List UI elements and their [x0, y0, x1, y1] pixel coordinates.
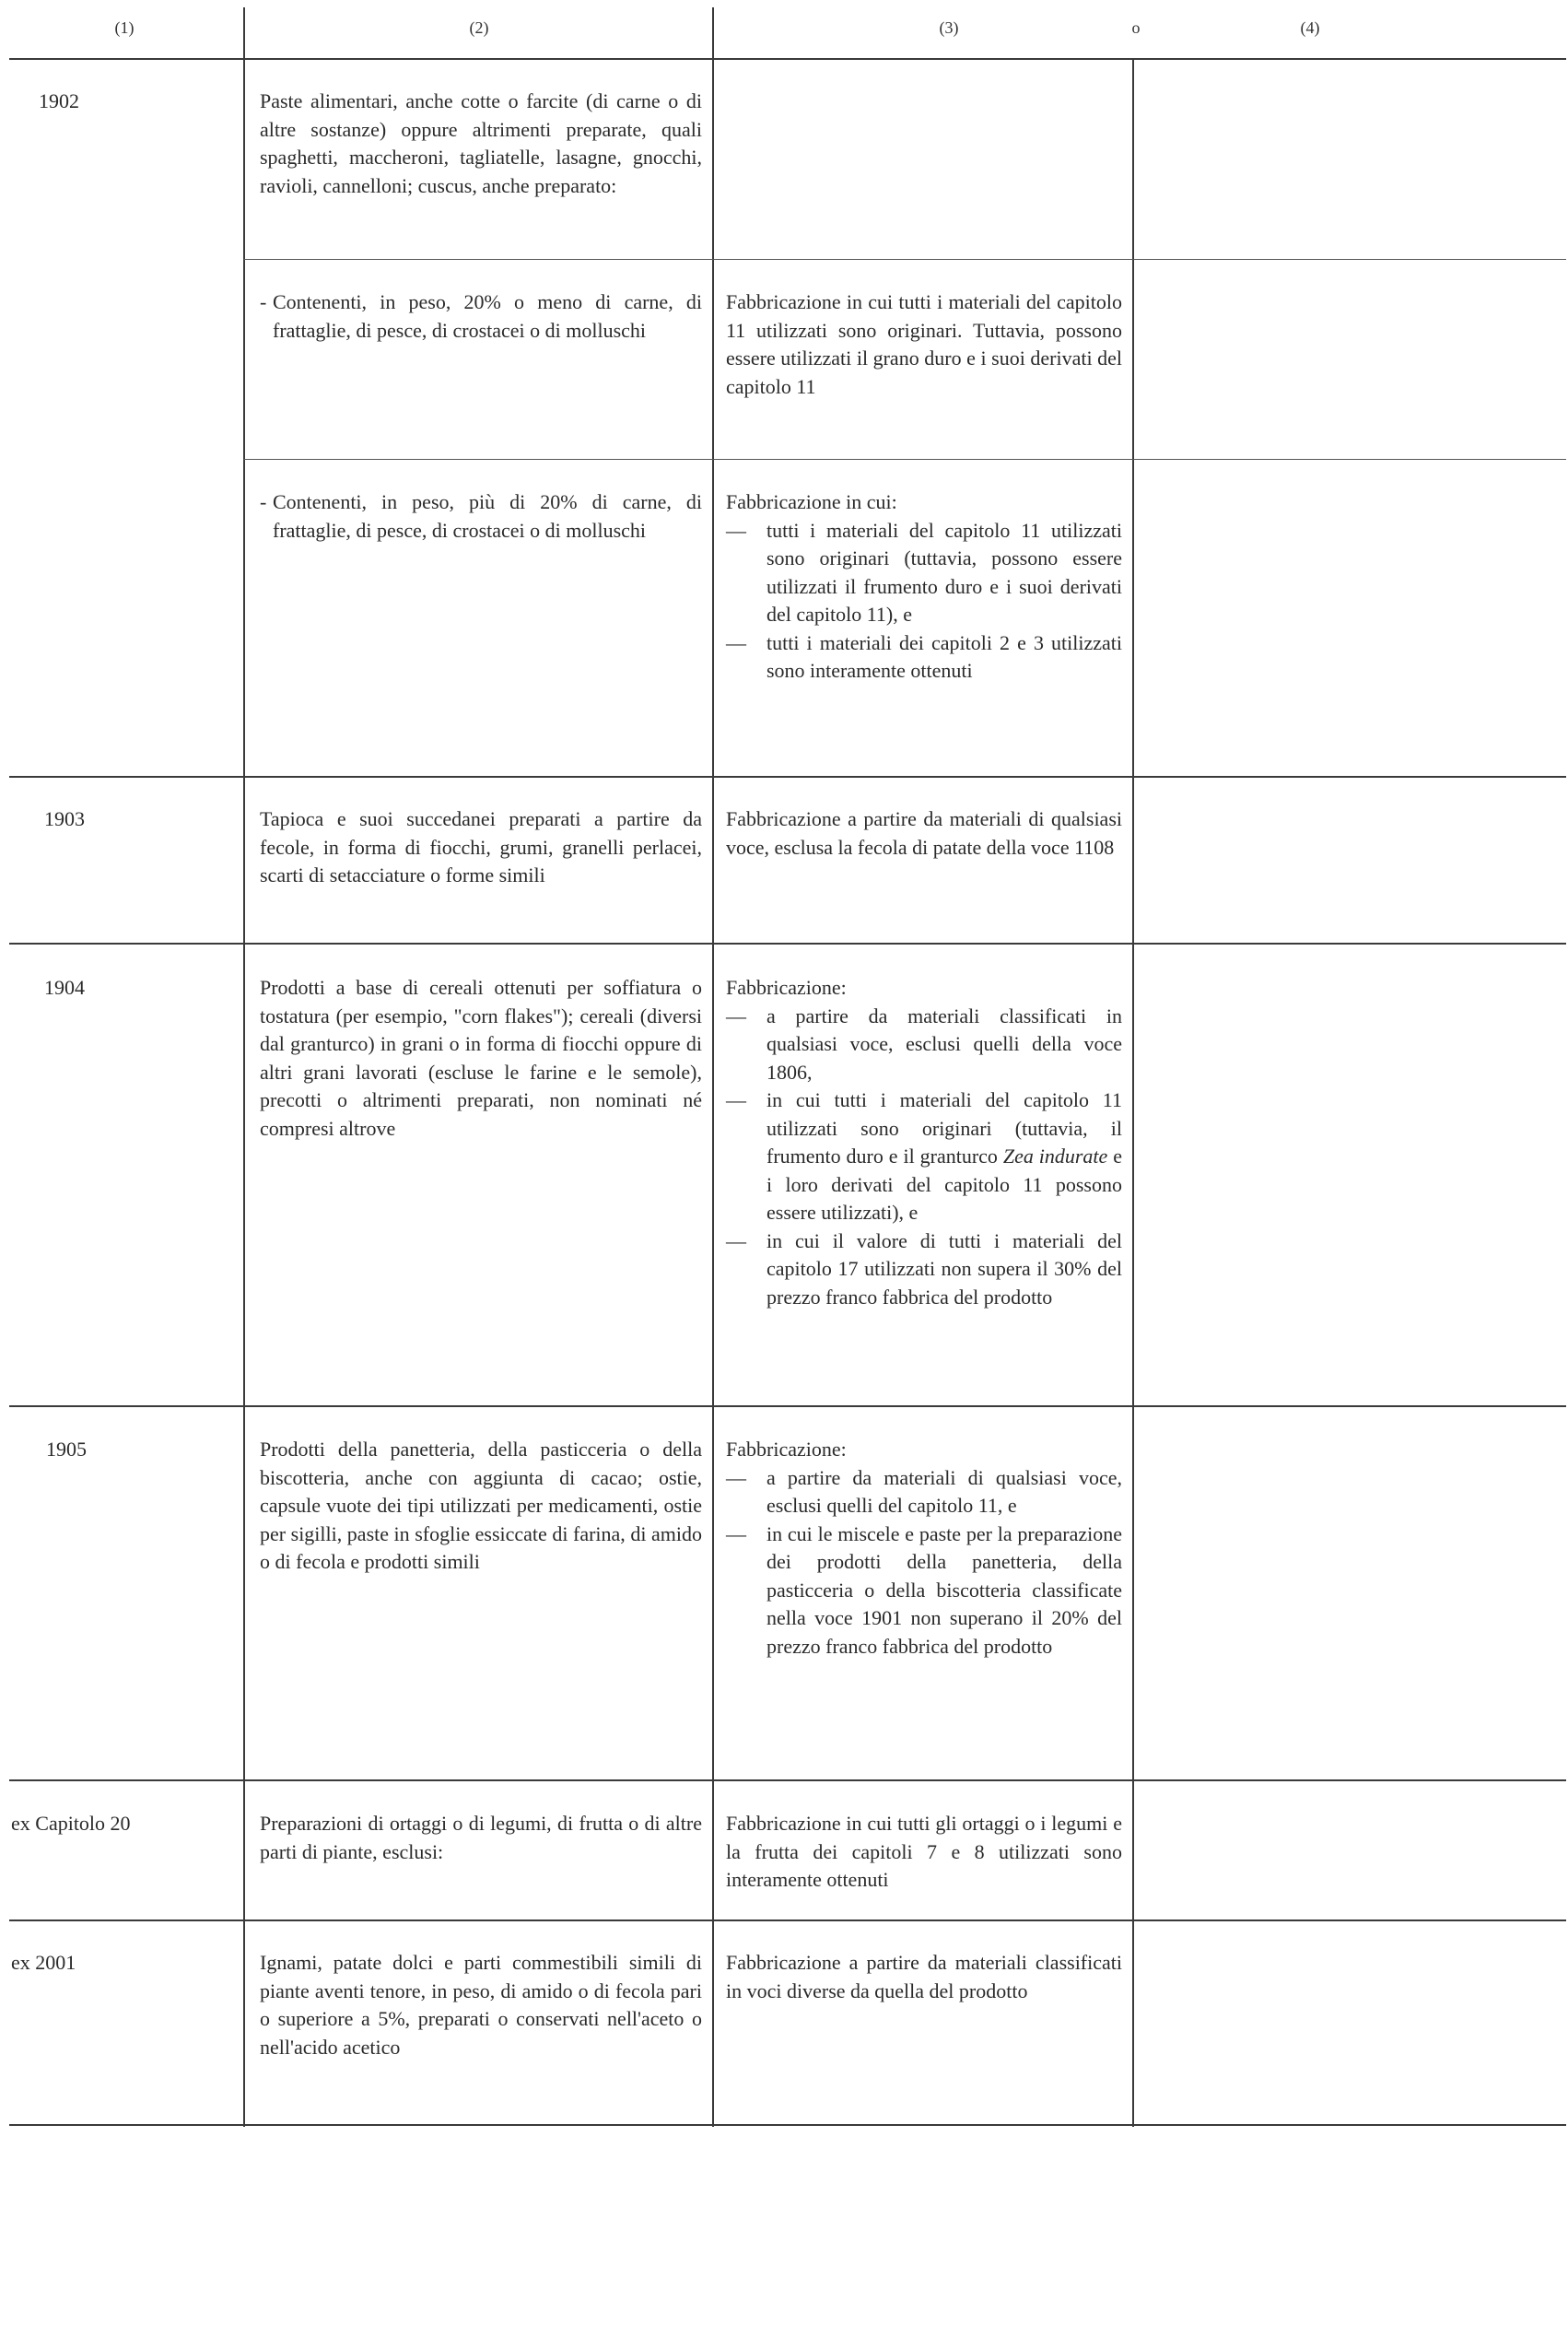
- working-rule: [726, 974, 1122, 1311]
- heading-description: Ignami, patate dolci e parti commestibili simili di piante aventi tenore, in peso, di amido o di fecola pari o superiore a 5%, preparati o conservati nell'aceto o nell'acido acetico: [260, 1951, 702, 2059]
- heading-description: Paste alimentari, anche cotte o farcite (di carne o di altre sostanze) oppure altrimenti preparate, quali spaghetti, maccheroni, tagliatelle, lasagne, gnocchi, ravioli, cannelloni; cuscus, anche preparato:: [260, 89, 702, 197]
- rule-intro: Fabbricazione in cui:: [726, 490, 897, 513]
- working-rule: Fabbricazione in cui tutti gli ortaggi o i legumi e la frutta dei capitoli 7 e 8 utilizzati sono interamente ottenuti: [726, 1812, 1122, 1891]
- header-col1: (1): [114, 18, 135, 37]
- row-rule: [9, 1919, 1566, 1921]
- col-divider-1: [243, 7, 245, 2127]
- header-col4: (4): [1300, 18, 1320, 37]
- header-rule: [9, 58, 1566, 60]
- working-rule: Fabbricazione a partire da materiali classificati in voci diverse da quella del prodotto: [726, 1951, 1122, 2002]
- rule-condition: — tutti i materiali dei capitoli 2 e 3 utilizzati sono interamente ottenuti: [726, 629, 1122, 686]
- sub-description: - Contenenti, in peso, 20% o meno di carne, di frattaglie, di pesce, di crostacei o di molluschi: [260, 290, 702, 342]
- heading-description: Tapioca e suoi succedanei preparati a partire da fecole, in forma di fiocchi, grumi, granelli perlacei, scarti di setacciature o forme simili: [260, 807, 702, 886]
- heading-code: 1902: [39, 89, 79, 112]
- row-rule: [9, 776, 1566, 778]
- heading-code: ex 2001: [11, 1951, 76, 1974]
- rule-intro: Fabbricazione:: [726, 1438, 847, 1461]
- rule-condition: — a partire da materiali di qualsiasi voce, esclusi quelli del capitolo 11, e: [726, 1464, 1122, 1520]
- heading-code: ex Capitolo 20: [11, 1812, 131, 1835]
- row-rule: [9, 2124, 1566, 2126]
- row-rule: [243, 459, 1566, 460]
- row-rule: [9, 1405, 1566, 1407]
- rule-condition: — tutti i materiali del capitolo 11 utilizzati sono originari (tuttavia, possono essere utilizzati il frumento duro e i suoi derivati del capitolo 11), e: [726, 517, 1122, 629]
- row-rule: [9, 943, 1566, 945]
- working-rule: Fabbricazione a partire da materiali di qualsiasi voce, esclusa la fecola di patate della voce 1108: [726, 807, 1122, 859]
- working-rule: [726, 1436, 1122, 1661]
- heading-description: Prodotti della panetteria, della pasticceria o della biscotteria, anche con aggiunta di cacao; ostie, capsule vuote dei tipi utilizzati per medicamenti, ostie per sigilli, paste in sfoglie essiccate di farina, di amido o di fecola e prodotti simili: [260, 1438, 702, 1573]
- header-col2: (2): [469, 18, 489, 37]
- rule-condition: — a partire da materiali classificati in qualsiasi voce, esclusi quelli della voce 1806,: [726, 1003, 1122, 1087]
- heading-description: Prodotti a base di cereali ottenuti per soffiatura o tostatura (per esempio, "corn flakes"); cereali (diversi dal granturco) in grani o in forma di fiocchi oppure di altri grani lavorati (escluse le farine e le semole), precotti o altrimenti preparati, non nominati né compresi altrove: [260, 976, 702, 1140]
- header-or: o: [1131, 18, 1141, 37]
- row-rule: [9, 1779, 1566, 1781]
- heading-description: Preparazioni di ortaggi o di legumi, di frutta o di altre parti di piante, esclusi:: [260, 1812, 702, 1863]
- heading-code: 1905: [46, 1438, 87, 1461]
- header-col3: (3): [939, 18, 959, 37]
- heading-code: 1904: [44, 976, 85, 999]
- working-rule: Fabbricazione in cui tutti i materiali del capitolo 11 utilizzati sono originari. Tuttavia, possono essere utilizzati il grano duro e i suoi derivati del capitolo 11: [726, 290, 1122, 398]
- rule-condition: — in cui il valore di tutti i materiali del capitolo 17 utilizzati non supera il 30% del prezzo franco fabbrica del prodotto: [726, 1227, 1122, 1312]
- row-rule: [243, 259, 1566, 260]
- col-divider-3: [1132, 60, 1134, 2127]
- working-rule: [726, 488, 1122, 686]
- rule-condition: — in cui le miscele e paste per la preparazione dei prodotti della panetteria, della pasticceria o della biscotteria classificate nella voce 1901 non superano il 20% del prezzo franco fabbrica del prodotto: [726, 1520, 1122, 1661]
- heading-code: 1903: [44, 807, 85, 830]
- sub-description: - Contenenti, in peso, più di 20% di carne, di frattaglie, di pesce, di crostacei o di molluschi: [260, 490, 702, 542]
- col-divider-2: [712, 7, 714, 2127]
- rule-intro: Fabbricazione:: [726, 976, 847, 999]
- rule-condition: — in cui tutti i materiali del capitolo 11 utilizzati sono originari (tuttavia, il frumento duro e il granturco Zea indurate e i loro derivati del capitolo 11 possono essere utilizzati), e: [726, 1086, 1122, 1227]
